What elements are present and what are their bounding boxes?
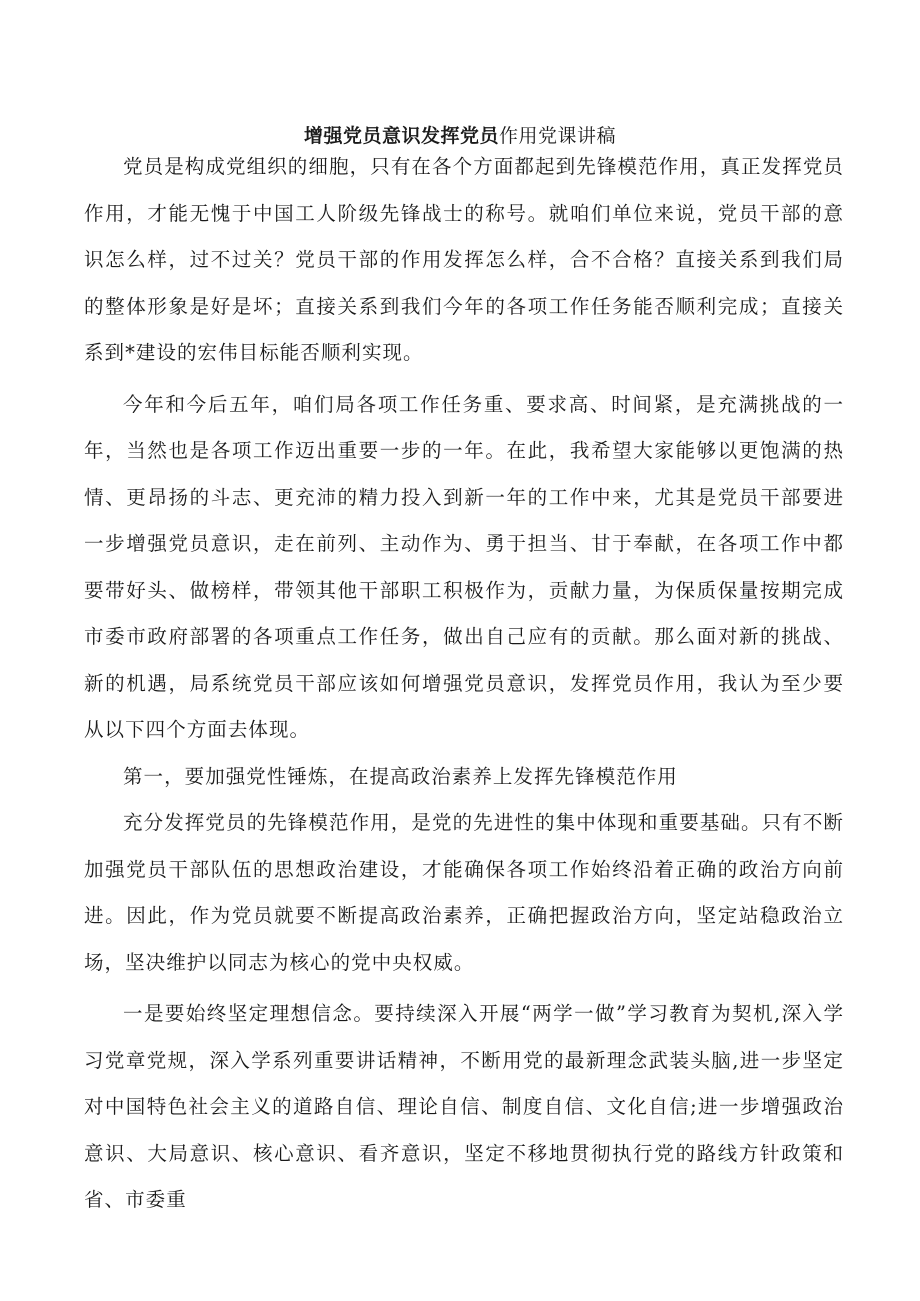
title-bold-part: 增强党员意识发挥党员: [303, 125, 499, 147]
title-regular-part: 作用党课讲稿: [499, 125, 617, 147]
document-body: [84, 144, 844, 1224]
paragraph-intro: 党员是构成党组织的细胞，只有在各个方面都起到先锋模范作用，真正发挥党员作用，才能无愧于中国工人阶级先锋战士的称号。就咱们单位来说，党员干部的意识怎么样，过不过关？党员干部的作用发挥怎么样，合不合格？直接关系到我们局的整体形象是好是坏；直接关系到我们今年的各项工作任务能否顺利完成；直接关系到*建设的宏伟目标能否顺利实现。: [84, 155, 844, 364]
paragraph-ideals-beliefs: 一是要始终坚定理想信念。要持续深入开展“两学一做”学习教育为契机,深入学习党章党规，深入学系列重要讲话精神，不断用党的最新理念武装头脑,进一步坚定对中国特色社会主义的道路自信、理论自信、制度自信、文化自信;进一步增强政治意识、大局意识、核心意识、看齐意识，坚定不移地贯彻执行党的路线方针政策和省、市委重: [84, 1002, 844, 1211]
section-heading-first: 第一，要加强党性锤炼，在提高政治素养上发挥先锋模范作用: [123, 764, 678, 788]
paragraph-this-year: 今年和今后五年，咱们局各项工作任务重、要求高、时间紧，是充满挑战的一年，当然也是各项工作迈出重要一步的一年。在此，我希望大家能够以更饱满的热情、更昂扬的斗志、更充沛的精力投入到新一年的工作中来，尤其是党员干部要进一步增强党员意识，走在前列、主动作为、勇于担当、甘于奉献，在各项工作中都要带好头、做榜样，带领其他干部职工积极作为，贡献力量，为保质保量按期完成市委市政府部署的各项重点工作任务，做出自己应有的贡献。那么面对新的挑战、新的机遇，局系统党员干部应该如何增强党员意识，发挥党员作用，我认为至少要从以下四个方面去体现。: [84, 392, 844, 741]
paragraph-vanguard-role: 充分发挥党员的先锋模范作用，是党的先进性的集中体现和重要基础。只有不断加强党员干部队伍的思想政治建设，才能确保各项工作始终沿着正确的政治方向前进。因此，作为党员就要不断提高政治素养，正确把握政治方向，坚定站稳政治立场，坚决维护以同志为核心的党中央权威。: [84, 811, 844, 974]
